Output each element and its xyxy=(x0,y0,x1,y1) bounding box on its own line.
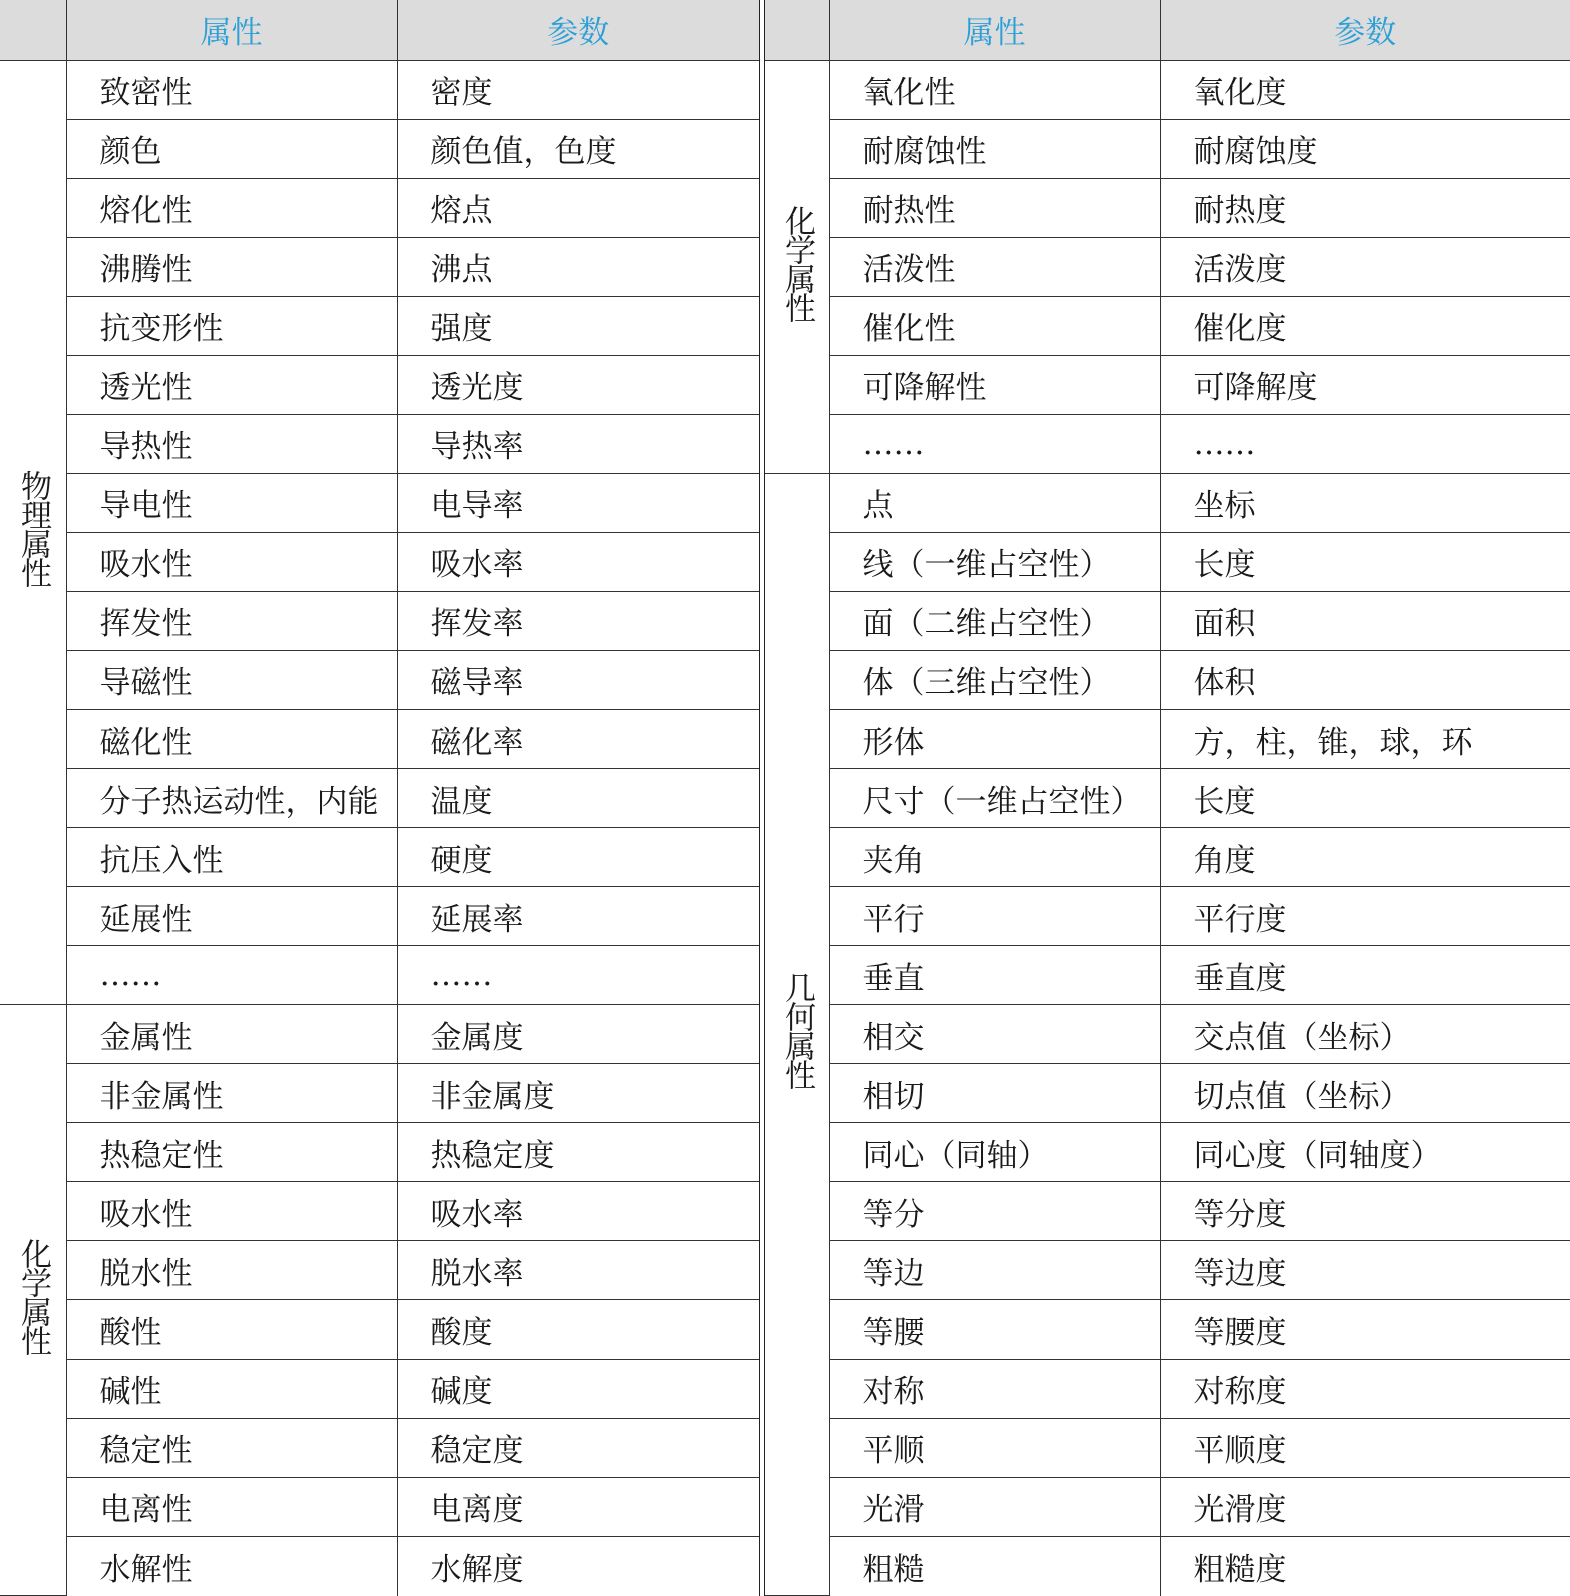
cell-attribute: 磁化性 xyxy=(66,710,397,769)
table-row xyxy=(765,710,1570,769)
cell-parameter: 温度 xyxy=(397,769,759,828)
table-row xyxy=(765,1477,1570,1536)
cell-parameter: 非金属度 xyxy=(397,1064,759,1123)
table-row xyxy=(765,1182,1570,1241)
table-row xyxy=(0,1123,759,1182)
table-row xyxy=(0,1300,759,1359)
cell-attribute: 线（一维占空性） xyxy=(829,532,1160,591)
table-row xyxy=(0,1359,759,1418)
table-row xyxy=(765,60,1570,119)
table-row xyxy=(0,355,759,414)
group-label-text: 物理属性 xyxy=(15,470,52,587)
cell-attribute: 对称 xyxy=(829,1359,1160,1418)
table-row xyxy=(0,532,759,591)
cell-attribute: 致密性 xyxy=(66,60,397,119)
cell-parameter: …… xyxy=(1160,414,1570,473)
cell-attribute: 电离性 xyxy=(66,1477,397,1536)
cell-parameter: 垂直度 xyxy=(1160,946,1570,1005)
cell-parameter: 硬度 xyxy=(397,828,759,887)
table-row xyxy=(0,1064,759,1123)
cell-parameter: 酸度 xyxy=(397,1300,759,1359)
table-row xyxy=(765,178,1570,237)
cell-attribute: 相切 xyxy=(829,1064,1160,1123)
table-row xyxy=(765,650,1570,709)
table-row xyxy=(765,769,1570,828)
cell-parameter: 长度 xyxy=(1160,769,1570,828)
table-row xyxy=(0,650,759,709)
group-label-chemical xyxy=(765,60,829,473)
table-row xyxy=(765,946,1570,1005)
table-row xyxy=(0,1182,759,1241)
cell-attribute: 等腰 xyxy=(829,1300,1160,1359)
table-row xyxy=(0,296,759,355)
cell-attribute: 光滑 xyxy=(829,1477,1160,1536)
table-row xyxy=(765,887,1570,946)
table-row xyxy=(765,1300,1570,1359)
cell-parameter: 热稳定度 xyxy=(397,1123,759,1182)
cell-attribute: 形体 xyxy=(829,710,1160,769)
cell-attribute: 面（二维占空性） xyxy=(829,591,1160,650)
cell-attribute: 体（三维占空性） xyxy=(829,650,1160,709)
cell-attribute: 导电性 xyxy=(66,473,397,532)
table-row xyxy=(765,1064,1570,1123)
cell-attribute: 水解性 xyxy=(66,1536,397,1595)
cell-attribute: 碱性 xyxy=(66,1359,397,1418)
cell-parameter: 强度 xyxy=(397,296,759,355)
group-label-geometric xyxy=(765,473,829,1595)
cell-attribute: 耐热性 xyxy=(829,178,1160,237)
cell-parameter: 熔点 xyxy=(397,178,759,237)
left-header-attribute: 属性 xyxy=(66,0,397,60)
table-row xyxy=(0,237,759,296)
table-row xyxy=(0,887,759,946)
table-row xyxy=(765,828,1570,887)
cell-parameter: 长度 xyxy=(1160,532,1570,591)
cell-attribute: 吸水性 xyxy=(66,1182,397,1241)
cell-parameter: 磁导率 xyxy=(397,650,759,709)
cell-attribute: 催化性 xyxy=(829,296,1160,355)
cell-parameter: 电导率 xyxy=(397,473,759,532)
left-header-parameter: 参数 xyxy=(397,0,759,60)
left-table-body xyxy=(0,60,759,1596)
cell-attribute: 延展性 xyxy=(66,887,397,946)
table-row xyxy=(765,355,1570,414)
cell-parameter: 金属度 xyxy=(397,1005,759,1064)
group-label-text: 几何属性 xyxy=(779,972,816,1089)
group-label-text: 化学属性 xyxy=(779,204,816,321)
cell-parameter: 对称度 xyxy=(1160,1359,1570,1418)
table-row xyxy=(0,473,759,532)
table-row xyxy=(0,1477,759,1536)
group-label-text: 化学属性 xyxy=(15,1238,52,1355)
cell-parameter: 面积 xyxy=(1160,591,1570,650)
cell-attribute: 可降解性 xyxy=(829,355,1160,414)
cell-attribute: 挥发性 xyxy=(66,591,397,650)
cell-parameter: 催化度 xyxy=(1160,296,1570,355)
cell-parameter: 透光度 xyxy=(397,355,759,414)
cell-parameter: 平行度 xyxy=(1160,887,1570,946)
table-row xyxy=(765,119,1570,178)
table-row xyxy=(0,119,759,178)
cell-attribute: 平顺 xyxy=(829,1418,1160,1477)
right-header-attribute: 属性 xyxy=(829,0,1160,60)
cell-parameter: 粗糙度 xyxy=(1160,1536,1570,1595)
group-label-physical xyxy=(0,60,66,1005)
cell-attribute: 耐腐蚀性 xyxy=(829,119,1160,178)
cell-attribute: 垂直 xyxy=(829,946,1160,1005)
cell-parameter: 脱水率 xyxy=(397,1241,759,1300)
cell-parameter: 方，柱，锥，球，环 xyxy=(1160,710,1570,769)
cell-parameter: 颜色值，色度 xyxy=(397,119,759,178)
cell-attribute: …… xyxy=(66,946,397,1005)
cell-attribute: 颜色 xyxy=(66,119,397,178)
cell-attribute: 相交 xyxy=(829,1005,1160,1064)
cell-parameter: 等分度 xyxy=(1160,1182,1570,1241)
right-header-corner xyxy=(765,0,829,60)
right-property-table xyxy=(765,0,1570,1596)
table-row xyxy=(0,414,759,473)
table-row xyxy=(765,1536,1570,1595)
right-header-row xyxy=(765,0,1570,60)
table-row xyxy=(0,828,759,887)
cell-parameter: 同心度（同轴度） xyxy=(1160,1123,1570,1182)
cell-attribute: 分子热运动性，内能 xyxy=(66,769,397,828)
table-row xyxy=(0,178,759,237)
table-row xyxy=(765,296,1570,355)
cell-attribute: 等边 xyxy=(829,1241,1160,1300)
cell-attribute: 金属性 xyxy=(66,1005,397,1064)
cell-parameter: …… xyxy=(397,946,759,1005)
left-header-corner xyxy=(0,0,66,60)
cell-parameter: 可降解度 xyxy=(1160,355,1570,414)
cell-attribute: 夹角 xyxy=(829,828,1160,887)
cell-parameter: 稳定度 xyxy=(397,1418,759,1477)
cell-parameter: 吸水率 xyxy=(397,532,759,591)
cell-parameter: 挥发率 xyxy=(397,591,759,650)
cell-parameter: 等腰度 xyxy=(1160,1300,1570,1359)
cell-parameter: 吸水率 xyxy=(397,1182,759,1241)
cell-parameter: 平顺度 xyxy=(1160,1418,1570,1477)
cell-parameter: 等边度 xyxy=(1160,1241,1570,1300)
table-row xyxy=(765,591,1570,650)
cell-attribute: 导热性 xyxy=(66,414,397,473)
cell-attribute: 同心（同轴） xyxy=(829,1123,1160,1182)
left-property-table xyxy=(0,0,759,1596)
table-row xyxy=(765,532,1570,591)
group-label-chemical xyxy=(0,1005,66,1596)
cell-parameter: 耐腐蚀度 xyxy=(1160,119,1570,178)
cell-parameter: 碱度 xyxy=(397,1359,759,1418)
cell-parameter: 耐热度 xyxy=(1160,178,1570,237)
table-row xyxy=(0,769,759,828)
cell-parameter: 磁化率 xyxy=(397,710,759,769)
cell-attribute: …… xyxy=(829,414,1160,473)
cell-attribute: 氧化性 xyxy=(829,60,1160,119)
cell-parameter: 切点值（坐标） xyxy=(1160,1064,1570,1123)
left-header-row xyxy=(0,0,759,60)
cell-attribute: 导磁性 xyxy=(66,650,397,709)
table-row xyxy=(0,946,759,1005)
table-row xyxy=(0,60,759,119)
cell-parameter: 角度 xyxy=(1160,828,1570,887)
cell-attribute: 脱水性 xyxy=(66,1241,397,1300)
cell-parameter: 坐标 xyxy=(1160,473,1570,532)
cell-attribute: 熔化性 xyxy=(66,178,397,237)
cell-attribute: 抗变形性 xyxy=(66,296,397,355)
cell-parameter: 密度 xyxy=(397,60,759,119)
cell-parameter: 沸点 xyxy=(397,237,759,296)
cell-attribute: 粗糙 xyxy=(829,1536,1160,1595)
cell-attribute: 抗压入性 xyxy=(66,828,397,887)
table-row xyxy=(0,591,759,650)
cell-attribute: 平行 xyxy=(829,887,1160,946)
right-table-body xyxy=(765,60,1570,1596)
cell-parameter: 光滑度 xyxy=(1160,1477,1570,1536)
cell-attribute: 非金属性 xyxy=(66,1064,397,1123)
cell-parameter: 氧化度 xyxy=(1160,60,1570,119)
table-row xyxy=(765,1123,1570,1182)
table-row xyxy=(765,473,1570,532)
cell-parameter: 活泼度 xyxy=(1160,237,1570,296)
cell-parameter: 延展率 xyxy=(397,887,759,946)
cell-parameter: 电离度 xyxy=(397,1477,759,1536)
table-row xyxy=(0,1418,759,1477)
cell-parameter: 导热率 xyxy=(397,414,759,473)
cell-attribute: 吸水性 xyxy=(66,532,397,591)
cell-attribute: 点 xyxy=(829,473,1160,532)
table-row xyxy=(0,1005,759,1064)
cell-attribute: 热稳定性 xyxy=(66,1123,397,1182)
cell-parameter: 交点值（坐标） xyxy=(1160,1005,1570,1064)
cell-parameter: 水解度 xyxy=(397,1536,759,1595)
table-row xyxy=(765,1418,1570,1477)
table-row xyxy=(765,1241,1570,1300)
cell-attribute: 尺寸（一维占空性） xyxy=(829,769,1160,828)
cell-attribute: 稳定性 xyxy=(66,1418,397,1477)
table-row xyxy=(0,1241,759,1300)
cell-attribute: 沸腾性 xyxy=(66,237,397,296)
cell-attribute: 透光性 xyxy=(66,355,397,414)
cell-attribute: 活泼性 xyxy=(829,237,1160,296)
table-row xyxy=(765,237,1570,296)
cell-parameter: 体积 xyxy=(1160,650,1570,709)
table-row xyxy=(765,1005,1570,1064)
table-row xyxy=(0,710,759,769)
cell-attribute: 等分 xyxy=(829,1182,1160,1241)
cell-attribute: 酸性 xyxy=(66,1300,397,1359)
table-row xyxy=(765,1359,1570,1418)
table-row xyxy=(765,414,1570,473)
right-header-parameter: 参数 xyxy=(1160,0,1570,60)
table-row xyxy=(0,1536,759,1595)
